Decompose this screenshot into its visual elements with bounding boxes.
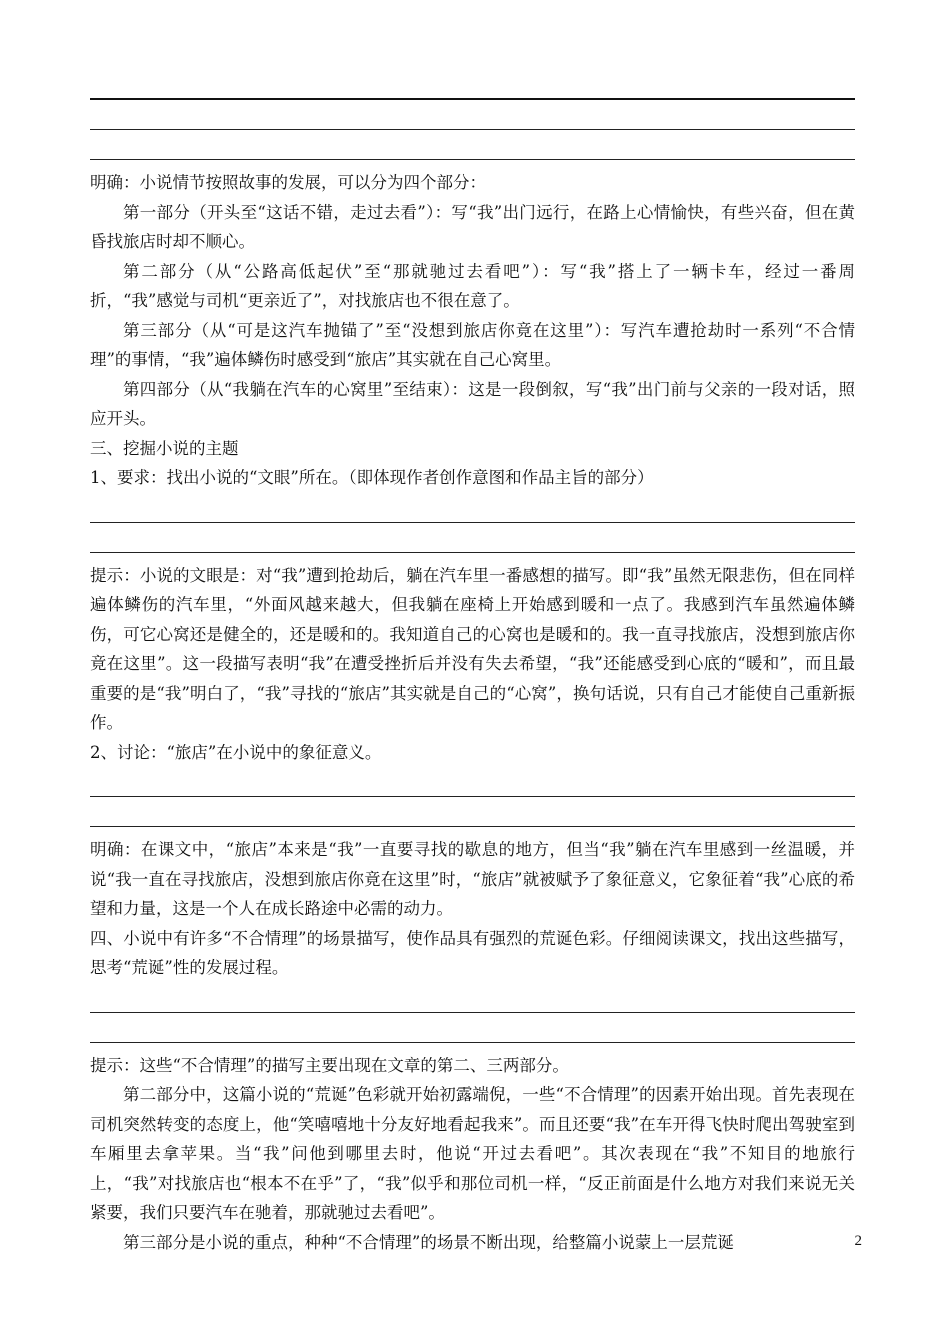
paragraph: 明确：在课文中，“旅店”本来是“我”一直要寻找的歇息的地方，但当“我”躺在汽车里感到一丝温暖，并说“我一直在寻找旅店，没想到旅店你竟在这里”时，“旅店”就被赋予了象征意义，它象征着“我”心底的希望和力量，这是一个人在成长路途中必需的动力。	[90, 840, 855, 918]
answer-line	[90, 523, 855, 553]
plot-structure-section	[90, 160, 855, 493]
section-heading: 三、挖掘小说的主题	[90, 438, 239, 458]
answer-line	[90, 1013, 855, 1043]
answer-line	[90, 493, 855, 523]
section-heading: 四、小说中有许多“不合情理”的场景描写，使作品具有强烈的荒诞色彩。仔细阅读课文，找出这些描写，思考“荒诞”性的发展过程。	[90, 928, 855, 977]
answer-line	[90, 767, 855, 797]
paragraph: 第三部分是小说的重点，种种“不合情理”的场景不断出现，给整篇小说蒙上一层荒诞	[123, 1232, 734, 1252]
answer-line	[90, 130, 855, 160]
theme-hint-section	[90, 553, 855, 768]
paragraph: 第二部分中，这篇小说的“荒诞”色彩就开始初露端倪，一些“不合情理”的因素开始出现。首先表现在司机突然转变的态度上，他“笑嘻嘻地十分友好地看起我来”。而且还要“我”在车开得飞快时爬出驾驶室到车厢里去拿苹果。当“我”问他到哪里去时，他说“开过去看吧”。其次表现在“我”不知目的地旅行上，“我”对找旅店也“根本不在乎”了，“我”似乎和那位司机一样，“反正前面是什么地方对我们来说无关紧要，我们只要汽车在驰着，那就驰过去看吧”。	[90, 1085, 855, 1222]
answer-line	[90, 100, 855, 130]
paragraph: 第三部分（从“可是这汽车抛锚了”至“没想到旅店你竟在这里”）：写汽车遭抢劫时一系列“不合情理”的事情，“我”遍体鳞伤时感受到“旅店”其实就在自己心窝里。	[90, 320, 855, 369]
paragraph: 提示：小说的文眼是：对“我”遭到抢劫后，躺在汽车里一番感想的描写。即“我”虽然无限悲伤，但在同样遍体鳞伤的汽车里，“外面风越来越大，但我躺在座椅上开始感到暖和一点了。我感到汽车虽然遍体鳞伤，可它心窝还是健全的，还是暖和的。我知道自己的心窝也是暖和的。我一直寻找旅店，没想到旅店你竟在这里”。这一段描写表明“我”在遭受挫折后并没有失去希望，“我”还能感受到心底的“暖和”，而且最重要的是“我”明白了，“我”寻找的“旅店”其实就是自己的“心窝”，换句话说，只有自己才能使自己重新振作。	[90, 565, 855, 732]
answer-line	[90, 797, 855, 827]
absurdity-section	[90, 1043, 855, 1258]
question: 2、讨论：“旅店”在小说中的象征意义。	[90, 742, 382, 762]
document-page	[90, 82, 855, 1257]
answer-line	[90, 983, 855, 1013]
question: 1、要求：找出小说的“文眼”所在。（即体现作者创作意图和作品主旨的部分）	[90, 468, 654, 487]
paragraph: 提示：这些“不合情理”的描写主要出现在文章的第二、三两部分。	[90, 1055, 569, 1075]
page-number: 2	[854, 1233, 862, 1249]
paragraph: 第二部分（从“公路高低起伏”至“那就驰过去看吧”）：写“我”搭上了一辆卡车，经过一番周折，“我”感觉与司机“更亲近了”，对找旅店也不很在意了。	[90, 261, 855, 310]
symbolism-section	[90, 827, 855, 983]
paragraph: 第四部分（从“我躺在汽车的心窝里”至结束）：这是一段倒叙，写“我”出门前与父亲的一段对话，照应开头。	[90, 379, 855, 428]
paragraph: 明确：小说情节按照故事的发展，可以分为四个部分：	[90, 173, 486, 192]
paragraph: 第一部分（开头至“这话不错，走过去看”）：写“我”出门远行，在路上心情愉快，有些兴奋，但在黄昏找旅店时却不顺心。	[90, 202, 855, 251]
